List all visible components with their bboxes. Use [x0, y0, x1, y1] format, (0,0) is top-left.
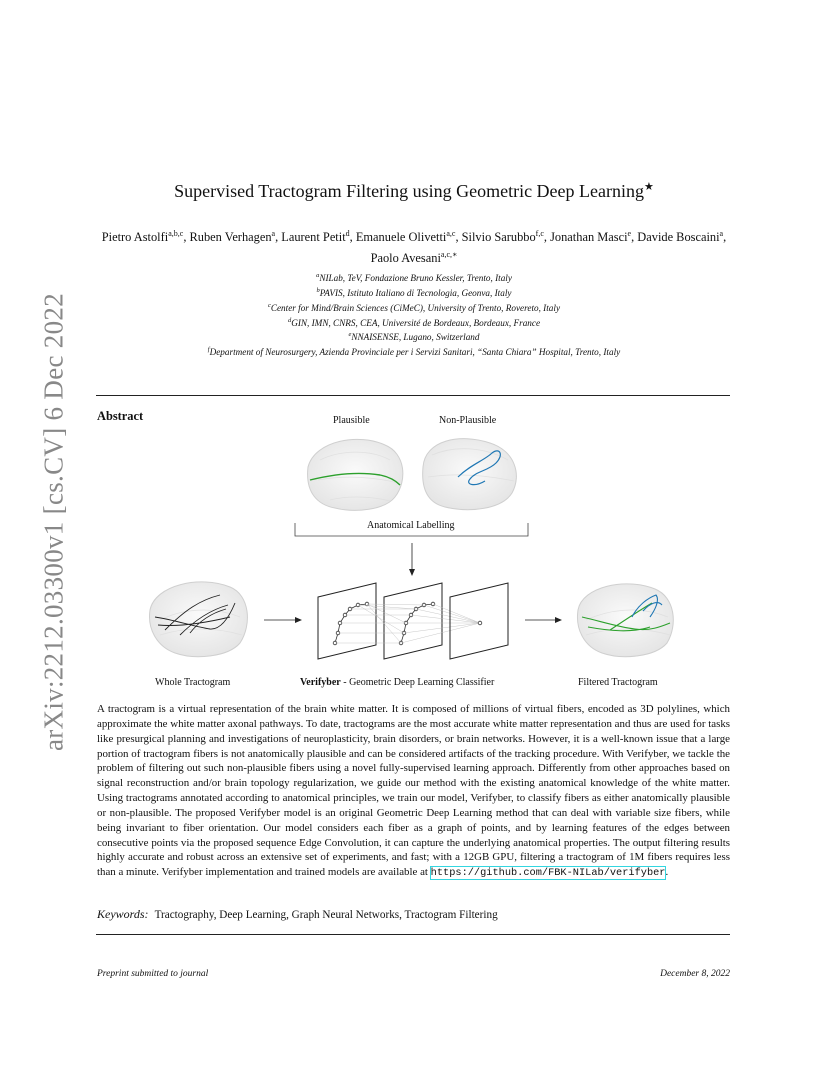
bottom-rule — [96, 934, 730, 935]
affiliation — [95, 315, 733, 330]
author-name: Jonathan Masci — [550, 230, 628, 245]
author-affiliation-mark: a — [271, 229, 276, 238]
repository-link[interactable]: https://github.com/FBK-NILab/verifyber — [430, 867, 666, 880]
overview-figure-graphic — [140, 405, 700, 700]
affiliation — [95, 300, 733, 315]
classifier-panel-2 — [384, 583, 442, 659]
label-classifier — [300, 677, 494, 688]
affiliation-text: Department of Neurosurgery, Azienda Provinciale per i Servizi Sanitari, “Santa Chiara” Hospital, Trento, Italy — [209, 347, 621, 358]
author-name: Laurent Petit — [281, 230, 346, 245]
classifier-panel-1 — [318, 583, 376, 659]
classifier-panel-3 — [450, 583, 508, 659]
brain-non-plausible — [423, 439, 517, 510]
affiliation-text: NILab, TeV, Fondazione Bruno Kessler, Trento, Italy — [319, 273, 512, 284]
author — [281, 230, 349, 244]
keywords — [97, 907, 498, 922]
affiliation-list — [95, 270, 733, 359]
label-classifier-desc: - Geometric Deep Learning Classifier — [340, 677, 495, 688]
author-name: Emanuele Olivetti — [355, 230, 447, 245]
author-name: Paolo Avesani — [370, 251, 441, 266]
affiliation — [95, 344, 733, 359]
author-name: Ruben Verhagen — [189, 230, 272, 245]
brain-whole-tractogram — [150, 582, 248, 657]
author-list: Pietro Astolfi$^{a,b,c}$, Ruben Verhagen$^a$, Laurent Petit$^d$, Emanuele Olivetti$^{a,c}$, Silvio Sarubbo$^{f,c}$, Jonathan Masci$^e$, Davide Boscaini$^a$, Paolo Avesani$^{a,c,∗}$ — [101, 229, 727, 266]
affiliation — [95, 270, 733, 285]
author-affiliation-mark: a,b,c — [168, 229, 184, 238]
label-anatomical-labelling: Anatomical Labelling — [364, 520, 457, 531]
arxiv-stamp: arXiv:2212.03300v1 [cs.CV] 6 Dec 2022 — [38, 292, 69, 752]
label-whole-tractogram: Whole Tractogram — [155, 677, 231, 688]
affiliation-mark: a — [316, 272, 320, 279]
affiliation-text: Center for Mind/Brain Sciences (CiMeC), University of Trento, Rovereto, Italy — [270, 302, 561, 313]
affiliation — [95, 285, 733, 300]
abstract-body — [97, 702, 730, 881]
author-name: Pietro Astolfi — [101, 230, 169, 245]
abstract-heading: Abstract — [97, 409, 144, 423]
author — [371, 251, 458, 265]
author — [356, 230, 456, 244]
affiliation-text: GIN, IMN, CNRS, CEA, Université de Bordeaux, Bordeaux, France — [291, 317, 541, 328]
top-rule — [96, 395, 730, 396]
author-name: Silvio Sarubbo — [461, 230, 536, 245]
author-affiliation-mark: a,c — [446, 229, 456, 238]
keywords-label: Keywords: — [97, 907, 149, 921]
author-affiliation-mark: d — [345, 229, 350, 238]
label-non-plausible: Non-Plausible — [439, 415, 497, 426]
abstract-text: A tractogram is a virtual representation of the brain white matter. It is composed of millions of virtual fibers, encoded as 3D polylines, which approximate the white matter axonal pathways. To date, tractograms are the most accurate white matter representation and thus are used for tasks like presurgical planning and investigations of neuroplasticity, brain disorders, or brain networks. However, it is a well-known issue that a large portion of tractogram fibers is not anatomically plausible and can be considered artifacts of the tracking procedure. With Verifyber, we tackle the problem of filtering out such non-plausible fibers using a novel fully-supervised learning approach. Differently from other approaches based on signal reconstruction and/or brain topology regularization, we guide our method with the existing anatomical knowledge of the white matter. Using tractograms annotated according to anatomical principles, we train our model, Verifyber, to classify fibers as either anatomically plausible or non-plausible. The proposed Verifyber model is an original Geometric Deep Learning method that can deal with variable size fibers, while being invariant to fiber orientation. Our model considers each fiber as a graph of points, and by learning features of the edges between consecutive points via the proposed sequence Edge Convolution, it can capture the underlying anatomical properties. The output filtering results highly accurate and robust across an extensive set of experiments, and fast; with a 12GB GPU, filtering a tractogram of 1M fibers requires less than a minute. Verifyber implementation and trained models are available at — [97, 703, 730, 879]
brain-plausible — [308, 439, 403, 510]
affiliation-mark: b — [316, 286, 320, 294]
affiliation-text: NNAISENSE, Lugano, Switzerland — [351, 332, 480, 343]
title-footnote-mark: ★ — [644, 181, 654, 193]
author — [102, 230, 184, 244]
affiliation-mark: f — [207, 346, 210, 354]
author-affiliation-mark: f,c — [535, 229, 544, 238]
overview-figure — [140, 405, 700, 700]
author-name: Davide Boscaini — [637, 230, 720, 245]
label-plausible: Plausible — [333, 415, 370, 426]
footer-date: December 8, 2022 — [660, 969, 730, 979]
affiliation-mark: c — [267, 301, 271, 309]
affiliation-mark: e — [348, 331, 352, 339]
paper-title — [0, 180, 828, 202]
affiliation-text: PAVIS, Istituto Italiano di Tecnologia, Geonva, Italy — [319, 287, 512, 298]
author — [190, 230, 276, 244]
brain-filtered-tractogram — [577, 584, 673, 657]
author-affiliation-mark: e — [627, 229, 632, 238]
affiliation-mark: d — [287, 316, 292, 324]
abstract-end: . — [665, 866, 669, 879]
keywords-text: Tractography, Deep Learning, Graph Neural Networks, Tractogram Filtering — [154, 909, 498, 921]
title-text: Supervised Tractogram Filtering using Geometric Deep Learning — [174, 181, 645, 201]
author-affiliation-mark: a — [719, 229, 724, 238]
affiliation — [95, 329, 733, 344]
label-filtered-tractogram: Filtered Tractogram — [578, 677, 658, 688]
footer-preprint: Preprint submitted to journal — [97, 969, 209, 979]
author — [550, 230, 631, 244]
author — [462, 230, 544, 244]
author — [637, 230, 723, 244]
author-affiliation-mark: a,c,∗ — [440, 250, 458, 260]
label-classifier-name: Verifyber — [300, 677, 341, 688]
